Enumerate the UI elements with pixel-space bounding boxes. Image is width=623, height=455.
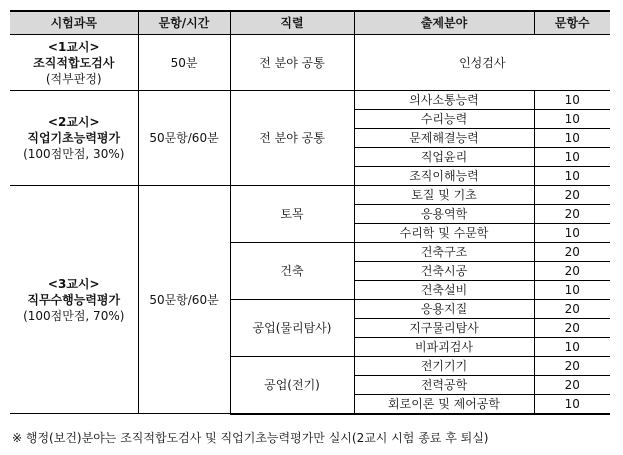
period1-sub: (적부판정)	[45, 71, 102, 86]
area-cell: 조직이해능력	[354, 167, 534, 186]
area-cell: 회로이론 및 제어공학	[354, 395, 534, 414]
area-cell: 전기기기	[354, 357, 534, 376]
exam-table	[10, 10, 610, 415]
period2-title: 직업기초능력평가	[27, 131, 121, 145]
period1-time: 50분	[138, 35, 230, 91]
period3-subject	[10, 186, 138, 414]
area-cell: 응용지질	[354, 300, 534, 319]
count-cell: 20	[534, 186, 610, 205]
header-row	[10, 11, 610, 35]
header-count: 문항수	[534, 11, 610, 35]
area-cell: 의사소통능력	[354, 91, 534, 110]
header-job: 직렬	[230, 11, 354, 35]
count-cell: 10	[534, 338, 610, 357]
count-cell: 20	[534, 376, 610, 395]
period1-title: 조직적합도검사	[33, 55, 115, 70]
period3-time: 50문항/60분	[138, 186, 230, 414]
period2-job: 전 분야 공통	[230, 91, 354, 186]
area-cell: 토질 및 기초	[354, 186, 534, 205]
table-row	[10, 35, 610, 91]
count-cell: 20	[534, 319, 610, 338]
header-subject: 시험과목	[10, 11, 138, 35]
count-cell: 10	[534, 224, 610, 243]
area-cell: 전력공학	[354, 376, 534, 395]
job-cell: 공업(전기)	[230, 357, 354, 414]
count-cell: 10	[534, 91, 610, 110]
count-cell: 10	[534, 148, 610, 167]
count-cell: 10	[534, 395, 610, 414]
area-cell: 건축구조	[354, 243, 534, 262]
area-cell: 수리능력	[354, 110, 534, 129]
period3-title: 직무수행능력평가	[27, 292, 121, 307]
area-cell: 응용역학	[354, 205, 534, 224]
job-cell: 공업(물리탐사)	[230, 300, 354, 357]
period1-name: <1교시>	[47, 39, 100, 54]
area-cell: 수리학 및 수문학	[354, 224, 534, 243]
count-cell: 20	[534, 243, 610, 262]
area-cell: 건축시공	[354, 262, 534, 281]
period1-job: 전 분야 공통	[230, 35, 354, 91]
period1-subject	[10, 35, 138, 91]
area-cell: 지구물리탐사	[354, 319, 534, 338]
count-cell: 10	[534, 167, 610, 186]
area-cell: 건축설비	[354, 281, 534, 300]
period1-area: 인성검사	[354, 35, 610, 91]
job-cell: 토목	[230, 186, 354, 243]
count-cell: 10	[534, 129, 610, 148]
table-row	[10, 91, 610, 110]
header-area: 출제분야	[354, 11, 534, 35]
period3-name: <3교시>	[47, 276, 100, 291]
period2-subject	[10, 91, 138, 186]
count-cell: 20	[534, 357, 610, 376]
count-cell: 20	[534, 262, 610, 281]
count-cell: 10	[534, 110, 610, 129]
count-cell: 20	[534, 205, 610, 224]
count-cell: 20	[534, 300, 610, 319]
job-cell: 건축	[230, 243, 354, 300]
header-time: 문항/시간	[138, 11, 230, 35]
count-cell: 10	[534, 281, 610, 300]
period2-sub: (100점만점, 30%)	[23, 147, 125, 161]
period2-time: 50문항/60분	[138, 91, 230, 186]
period2-name: <2교시>	[47, 115, 100, 129]
area-cell: 직업윤리	[354, 148, 534, 167]
table-row	[10, 186, 610, 205]
area-cell: 문제해결능력	[354, 129, 534, 148]
footnote: ※ 행정(보건)분야는 조직적합도검사 및 직업기초능력평가만 실시(2교시 시험 종료 후 퇴실)	[12, 431, 489, 445]
period3-sub: (100점만점, 70%)	[23, 308, 125, 323]
area-cell: 비파괴검사	[354, 338, 534, 357]
